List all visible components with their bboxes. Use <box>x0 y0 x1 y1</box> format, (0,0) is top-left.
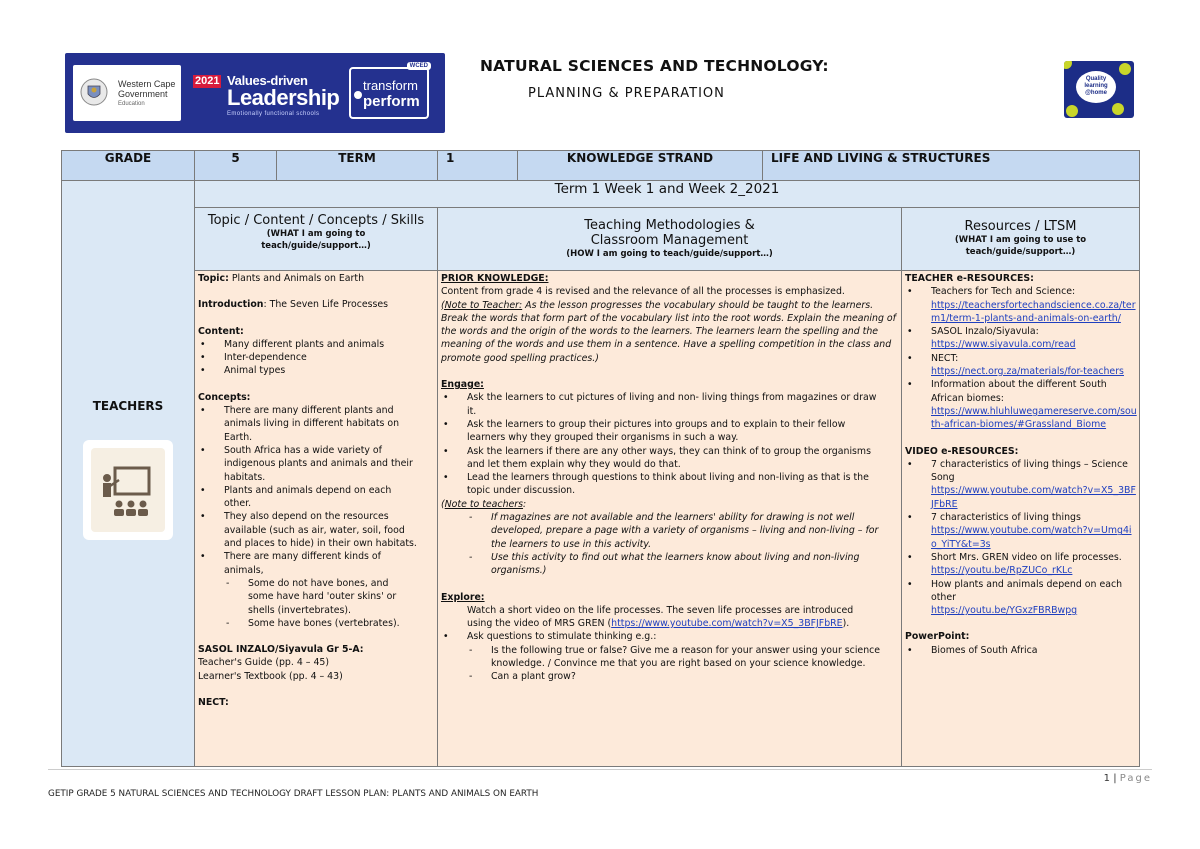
teacher-board-icon <box>91 448 165 532</box>
nect-label: NECT: <box>198 697 229 709</box>
note-label: Note to teachers <box>444 498 524 510</box>
engage-label: Engage: <box>441 379 484 391</box>
intro-line <box>198 298 435 311</box>
col-head-resources-title: Resources / LTSM <box>964 219 1077 234</box>
teacher-resources-list <box>905 285 1137 431</box>
list-item: • Inter-dependence <box>198 351 435 364</box>
ask-list <box>441 630 899 643</box>
qlh-badge: Quality learning @home <box>1076 71 1116 103</box>
resource-link[interactable]: https://www.hluhluwegamereserve.com/south-african-biomes/#Grassland_Biome <box>931 405 1137 431</box>
page-number <box>1104 773 1152 784</box>
page-word: Page <box>1119 773 1152 784</box>
week-row <box>62 181 1140 208</box>
content-row <box>62 271 1140 767</box>
list-item: • Biomes of South Africa <box>905 644 1137 657</box>
leadership-banner <box>65 53 445 133</box>
col-head-resources-sub: (WHAT I am going to use to teach/guide/support…) <box>954 235 1087 257</box>
engage-list <box>441 391 899 497</box>
decor-dot <box>1064 61 1072 69</box>
resource-text: Information about the different South African biomes: <box>931 379 1107 404</box>
values-driven-text: Values-driven <box>227 73 308 88</box>
term-value: 1 <box>438 151 518 181</box>
col-head-resources <box>902 208 1140 271</box>
footer-text: GETIP GRADE 5 NATURAL SCIENCES AND TECHNOLOGY DRAFT LESSON PLAN: PLANTS AND ANIMALS ON EARTH <box>48 789 539 799</box>
col-head-methods <box>438 208 902 271</box>
resource-link[interactable]: https://teachersfortechandscience.co.za/term1/term-1-plants-and-animals-on-earth/ <box>931 299 1136 324</box>
col-head-topic-title: Topic / Content / Concepts / Skills <box>207 213 425 228</box>
list-item <box>905 458 1137 511</box>
resource-text: 7 characteristics of living things <box>931 512 1081 524</box>
list-item <box>905 551 1137 578</box>
resource-link[interactable]: https://www.youtube.com/watch?v=Umg4io_YiTY&t=3s <box>931 525 1132 550</box>
vocabulary-note <box>441 299 899 365</box>
list-item: • Ask questions to stimulate thinking e.g.: <box>441 630 899 643</box>
methods-cell <box>438 271 902 767</box>
list-item: • Plants and animals depend on each other. <box>198 484 421 511</box>
list-item <box>905 378 1137 431</box>
explore-body: Watch a short video on the life processes. The seven life processes are introduced using the video of MRS GREN <box>467 604 854 630</box>
list-item <box>905 285 1137 325</box>
wcg-sub: Education <box>118 101 145 107</box>
powerpoint-list <box>905 644 1137 657</box>
page-sep: | <box>1110 773 1120 784</box>
teachers-note-list <box>441 511 899 577</box>
resource-text: Short Mrs. GREN video on life processes. <box>931 551 1122 563</box>
col-head-methods-title: Teaching Methodologies & Classroom Management <box>584 218 755 248</box>
sasol-item: Learner's Textbook (pp. 4 – 43) <box>198 670 343 682</box>
col-head-topic-sub: (WHAT I am going to teach/guide/support…) <box>261 229 371 251</box>
term-label: TERM <box>277 151 438 181</box>
list-item: - Use this activity to find out what the learners know about living and non-living organisms.) <box>467 551 891 578</box>
teacher-resources-label: TEACHER e-RESOURCES: <box>905 273 1034 284</box>
coat-of-arms-icon <box>79 77 109 107</box>
list-item: • Animal types <box>198 364 435 377</box>
resource-link[interactable]: https://youtu.be/RpZUCo_rKLc <box>931 565 1073 577</box>
perform-text: perform <box>363 93 420 110</box>
resource-text: NECT: <box>931 352 959 364</box>
list-item: - Some have bones (vertebrates). <box>224 617 411 630</box>
resource-text: How plants and animals depend on each other <box>931 578 1123 603</box>
resource-link[interactable]: https://www.youtube.com/watch?v=X5_3BFJFbRE <box>931 485 1136 510</box>
col-head-methods-sub: (HOW I am going to teach/guide/support…) <box>566 249 773 259</box>
list-item <box>905 325 1137 352</box>
values-driven-leadership-logo <box>193 71 338 123</box>
column-head-row <box>62 208 1140 271</box>
content-list <box>198 338 435 378</box>
col-head-topic <box>195 208 438 271</box>
transform-text: transform <box>363 78 418 93</box>
wcg-logo <box>73 65 181 121</box>
list-item: • They also depend on the resources available (such as air, water, soil, food and places to hide) in their own habitats. <box>198 510 421 550</box>
list-item: - If magazines are not available and the learners' ability for drawing is not well developed, prepare a page with a variety of organisms – living and non-living – for the learners to use in this activity. <box>467 511 891 551</box>
explore-video-link[interactable]: https://www.youtube.com/watch?v=X5_3BFJFbRE <box>611 618 843 630</box>
list-item: • There are many different kinds of animals, <box>198 550 421 577</box>
page-subtitle: PLANNING & PREPARATION <box>528 86 725 101</box>
resource-link[interactable]: https://www.siyavula.com/read <box>931 339 1076 351</box>
resource-link[interactable]: https://youtu.be/YGxzFBRBwpg <box>931 605 1078 617</box>
grade-value: 5 <box>195 151 277 181</box>
list-item <box>905 511 1137 551</box>
note-text: As the lesson progresses the vocabulary should be taught to the learners. Break the words that form part of the vocabulary list into the root words. Explain the meaning of the words and the origin of the words to the learners. The learners learn the spelling and the meaning of the words and use them in a sentence. Have a spelling competition in the class and promote good spelling practices.) <box>441 299 896 364</box>
strand-label: KNOWLEDGE STRAND <box>518 151 763 181</box>
list-item: • There are many different plants and animals living in different habitats on Earth. <box>198 404 421 444</box>
powerpoint-label: PowerPoint: <box>905 631 970 643</box>
list-item <box>905 578 1137 618</box>
ask-sublist <box>441 644 899 684</box>
page-title: NATURAL SCIENCES AND TECHNOLOGY: <box>480 57 829 75</box>
bulb-icon <box>354 91 362 99</box>
list-item: • Lead the learners through questions to think about living and non-living as that is the topic under discussion. <box>441 471 885 498</box>
topic-label: Topic: <box>198 273 229 284</box>
video-resources-label: VIDEO e-RESOURCES: <box>905 445 1019 457</box>
resource-text: SASOL Inzalo/Siyavula: <box>931 326 1039 338</box>
video-resources-list <box>905 458 1137 618</box>
wcg-name: Western Cape Government <box>118 79 176 99</box>
prior-knowledge-text: Content from grade 4 is revised and the relevance of all the processes is emphasized. <box>441 286 845 298</box>
explore-label: Explore: <box>441 591 485 603</box>
topic-cell <box>195 271 438 767</box>
header-row <box>62 151 1140 181</box>
sasol-label: SASOL INZALO/Siyavula Gr 5-A: <box>198 644 364 656</box>
list-item: • Ask the learners to cut pictures of living and non- living things from magazines or draw it. <box>441 391 885 418</box>
quality-learning-logo <box>1064 61 1134 118</box>
page-number-value: 1 <box>1103 773 1111 784</box>
sasol-item: Teacher's Guide (pp. 4 – 45) <box>198 657 330 669</box>
resource-text: 7 characteristics of living things – Science Song <box>931 458 1128 484</box>
resources-cell <box>902 271 1140 767</box>
strand-value: LIFE AND LIVING & STRUCTURES <box>763 151 1140 181</box>
list-item <box>905 352 1137 379</box>
decor-dot <box>1119 63 1131 75</box>
topic-line <box>198 272 435 285</box>
list-item: - Can a plant grow? <box>467 670 885 683</box>
list-item: • Many different plants and animals <box>198 338 435 351</box>
topic-value: Plants and Animals on Earth <box>231 273 365 284</box>
explore-text: Watch a short video on the life processes. The seven life processes are introduced using the video of MRS GREN (https://www.youtube.com/watch?v=X5_3BFJFbRE). <box>467 604 854 630</box>
resource-text: Teachers for Tech and Science: <box>931 286 1076 298</box>
content-label: Content: <box>198 325 244 337</box>
week-title: Term 1 Week 1 and Week 2_2021 <box>195 181 1140 208</box>
resource-link[interactable]: https://nect.org.za/materials/for-teachers <box>931 366 1124 378</box>
concepts-list <box>198 404 435 577</box>
decor-dot <box>1066 105 1078 117</box>
leadership-text: Leadership <box>227 85 340 110</box>
prior-knowledge-label: PRIOR KNOWLEDGE: <box>441 273 549 284</box>
grade-label: GRADE <box>62 151 195 181</box>
year-badge: 2021 <box>195 75 220 87</box>
list-item: - Some do not have bones, and some have hard 'outer skins' or shells (invertebrates). <box>224 577 411 617</box>
footer-divider <box>48 769 1152 770</box>
list-item: • Ask the learners if there are any other ways, they can think of to group the organisms and let them explain why they would do that. <box>441 445 885 472</box>
list-item: • South Africa has a wide variety of indigenous plants and animals and their habitats. <box>198 444 421 484</box>
list-item: - Is the following true or false? Give me a reason for your answer using your science knowledge. / Convince me that you are right based on your science knowledge. <box>467 644 885 671</box>
transform-perform-logo <box>349 63 429 119</box>
wced-pill: WCED <box>407 62 431 70</box>
teachers-note-label: (Note to teachers: <box>441 498 527 510</box>
teachers-label: TEACHERS <box>92 399 164 413</box>
teachers-column <box>62 181 195 767</box>
intro-value: : The Seven Life Processes <box>263 299 389 311</box>
lesson-plan-table <box>61 150 1140 767</box>
list-item: • Ask the learners to group their pictures into groups and to explain to their fellow learners why they grouped their organisms in such a way. <box>441 418 885 445</box>
teacher-presentation-icon <box>83 440 173 540</box>
animal-sublist <box>198 577 435 630</box>
note-label: (Note to Teacher: <box>441 299 523 311</box>
intro-label: Introduction <box>198 299 264 311</box>
concepts-label: Concepts: <box>198 391 251 403</box>
decor-dot <box>1112 103 1124 115</box>
leadership-sub: Emotionally functional schools <box>227 111 320 117</box>
